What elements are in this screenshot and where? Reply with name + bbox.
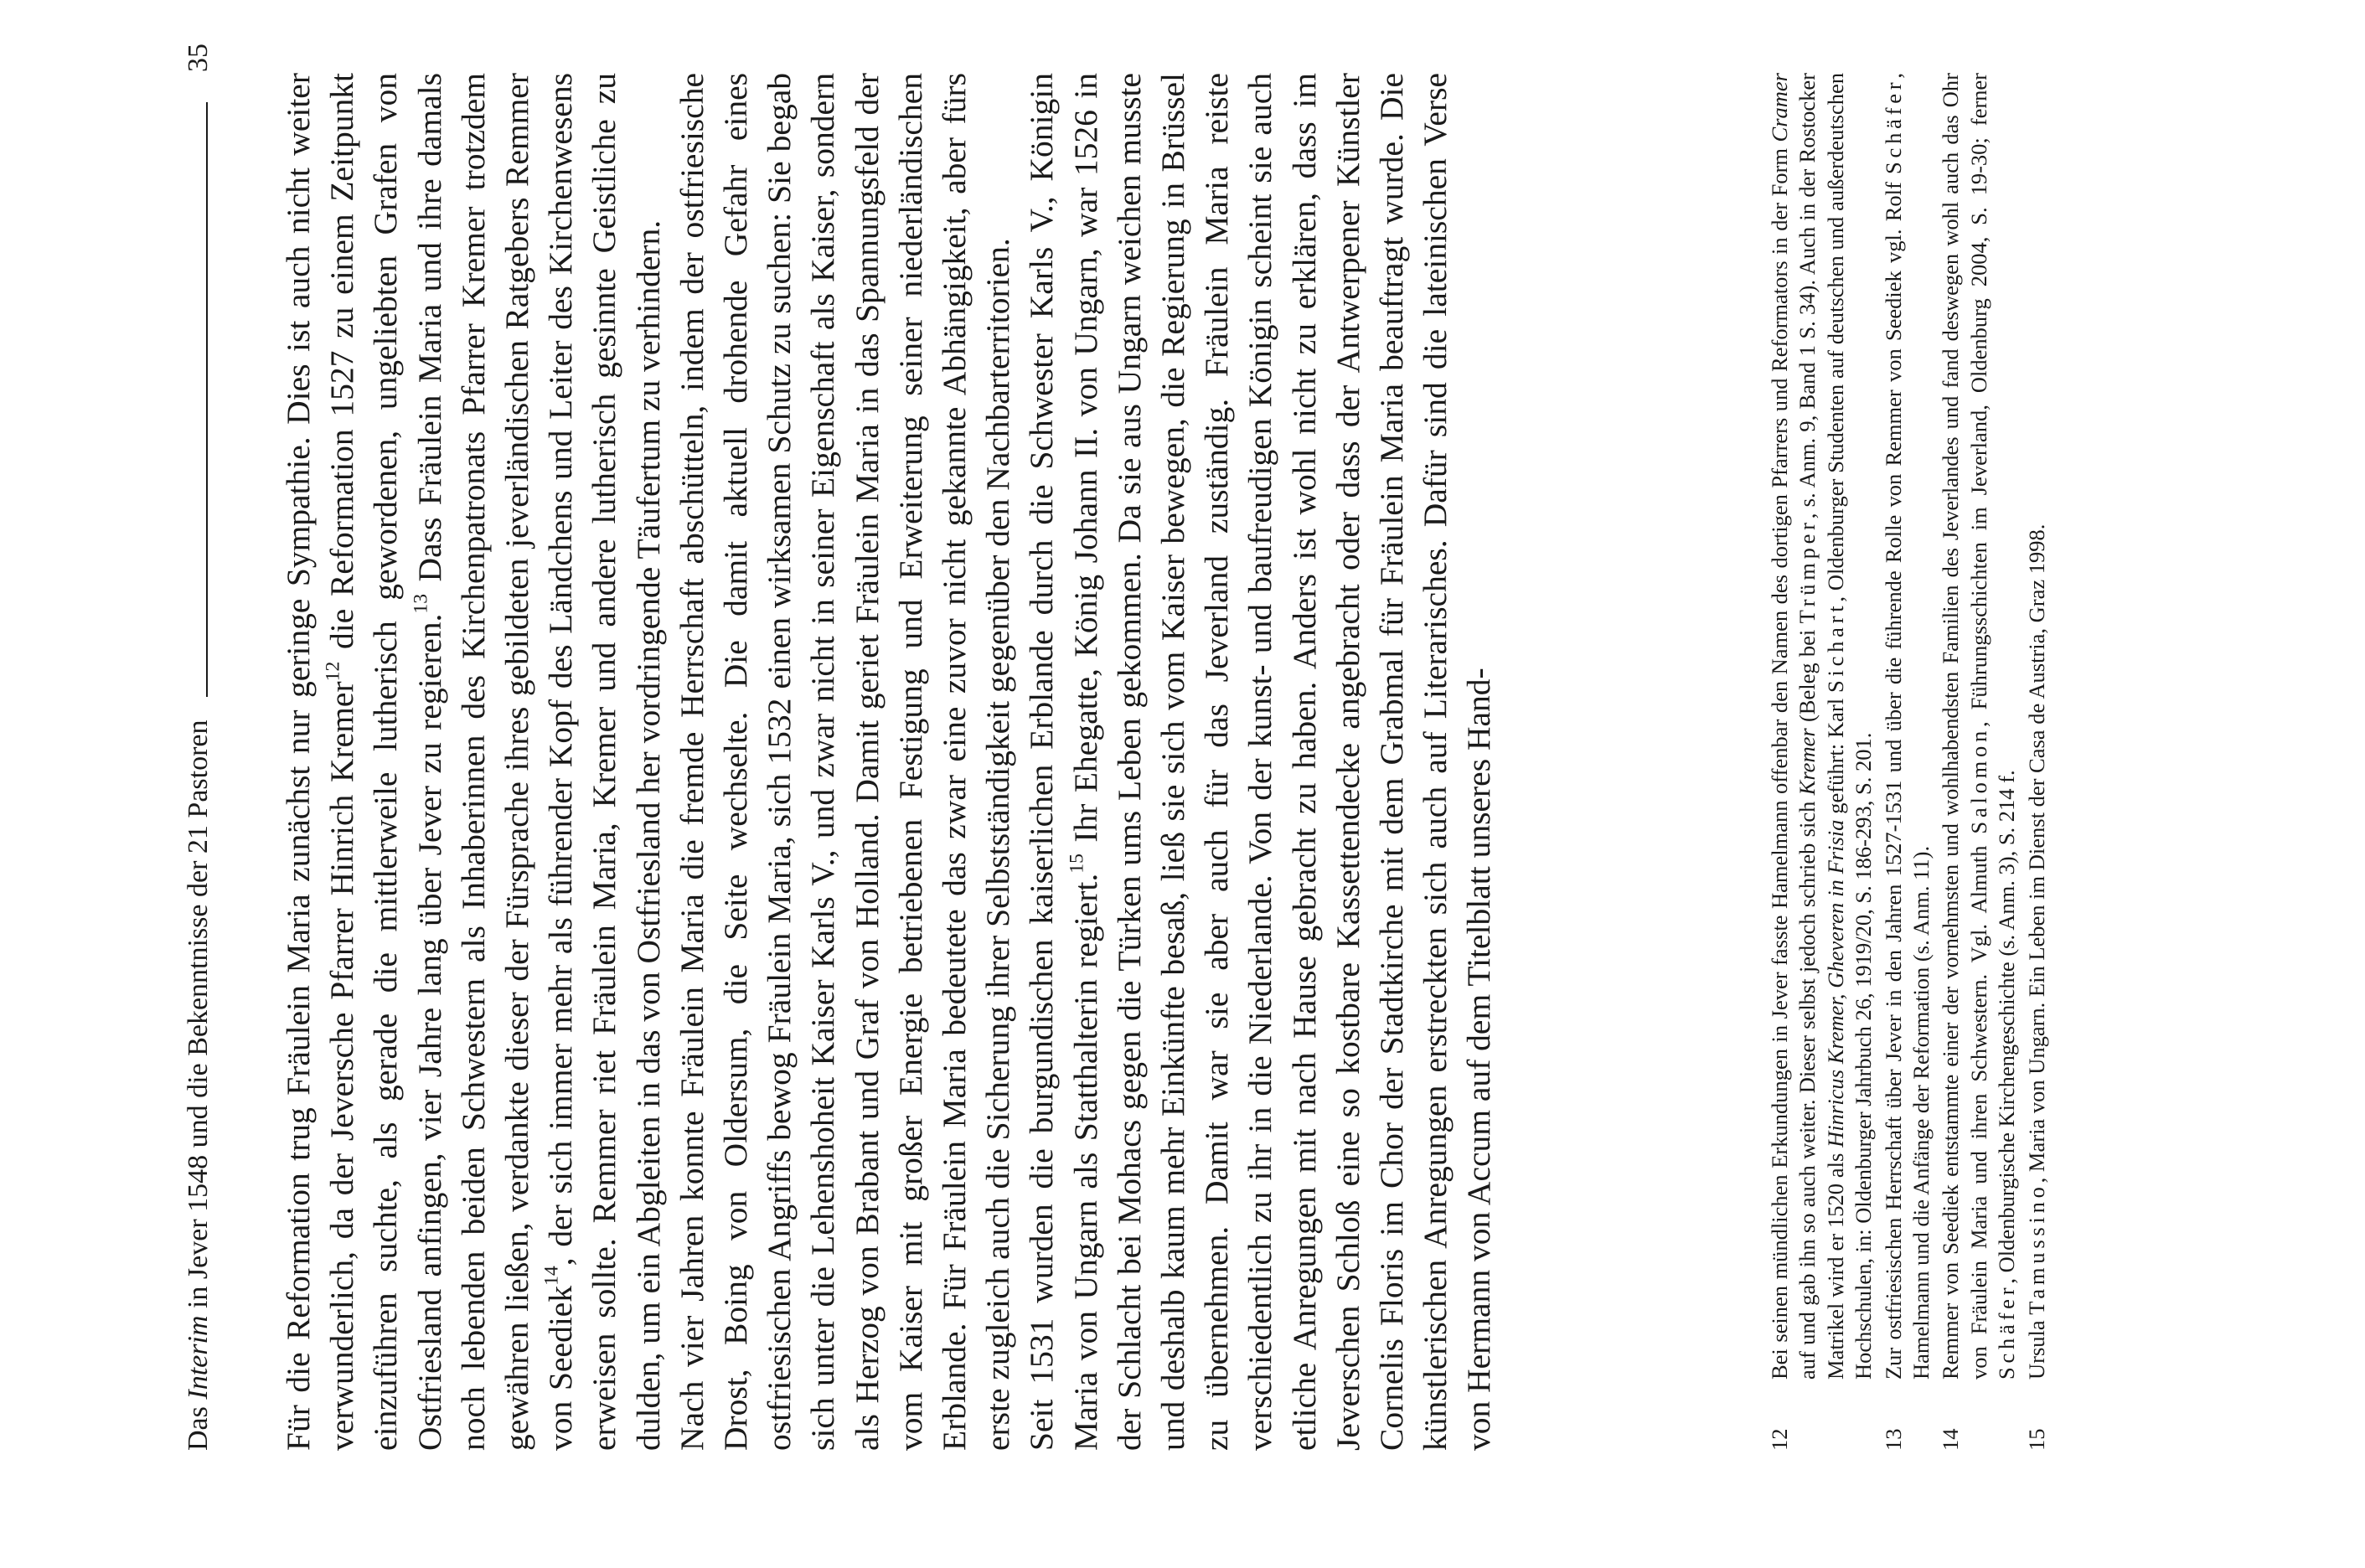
running-title: Das Interim in Jever 1548 und die Bekenntnisse der 21 Pastoren: [183, 720, 214, 1451]
footnote-13: 13 Zur ostfriesischen Herrschaft über Jever in den Jahren 1527-1531 und über die führende Rolle von Remmer von Seediek vgl. Rolf Schäfer, Hamelmann und die Anfänge der Reformation (s. Anm. 11).: [1880, 73, 1934, 1451]
running-header: [183, 44, 225, 1451]
paragraph-1: Für die Reformation trug Fräulein Maria zunächst nur geringe Sympathie. Dies ist auch nicht weiter verwunderlich, da der Jeversche Pfarrer Hinrich Kremer$^{12}$ die Reformation 1527 zu einem Zeitpunkt einzuführen suchte, als gerade die mittlerweile lutherisch gewordenen, ungeliebten Grafen von Ostfriesland anfingen, vier Jahre lang über Jever zu regieren.$^{13}$ Dass Fräulein Maria und ihre damals noch lebenden beiden Schwestern als Inhaberinnen des Kirchenpatronats Pfarrer Kremer trotzdem gewähren ließen, verdankte dieser der Fürsprache ihres gebildeten jeverländischen Ratgebers Remmer von Seediek$^{14}$, der sich immer mehr als führender Kopf des Ländchens und Leiter des Kirchenwesens erweisen sollte. Remmer riet Fräulein Maria, Kremer und andere lutherisch gesinnte Geistliche zu dulden, um ein Abgleiten in das von Ostfriesland her vordringende Täufertum zu verhindern.: [280, 72, 667, 1451]
footnote-number: 14: [1938, 1428, 1964, 1451]
paragraph-3: Seit 1531 wurden die burgundischen kaiserlichen Erblande durch die Schwester Karls V., Königin Maria von Ungarn als Statthalterin regiert.$^{15}$ Ihr Ehegatte, König Johann II. von Ungarn, war 1526 in der Schlacht bei Mohacs gegen die Türken ums Leben gekommen. Da sie aus Ungarn weichen musste und deshalb kaum mehr Einkünfte besaß, ließ sie sich vom Kaiser bewegen, die Regierung in Brüssel zu übernehmen. Damit war sie aber auch für das Jeverland zuständig. Fräulein Maria reiste verschiedentlich zu ihr in die Niederlande. Von der kunst- und baufreudigen Königin scheint sie auch etliche Anregungen mit nach Hause gebracht zu haben. Anders ist wohl nicht zu erklären, dass im Jeverschen Schloß eine so kostbare Kassettendecke angebracht oder dass der Antwerpener Künstler Cornelis Floris im Chor der Stadtkirche mit dem Grabmal für Fräulein Maria beauftragt wurde. Die künstlerischen Anregungen erstreckten sich auch auf Literarisches. Dafür sind die lateinischen Verse von Hermann von Accum auf dem Titelblatt unseres Hand-: [1023, 72, 1498, 1451]
title-emphasis: Interim: [183, 1315, 214, 1400]
page-number: 35: [183, 44, 214, 72]
footnote-ref-14[interactable]: 14: [540, 1266, 563, 1286]
footnote-number: 12: [1767, 1428, 1792, 1451]
footnote-14: 14 Remmer von Seediek entstammte einer der vornehmsten und wohlhabendsten Familien des Jeverlandes und fand deswegen wohl auch das Ohr von Fräulein Maria und ihren Schwestern. Vgl. Almuth Salomon, Führungsschichten im Jeverland, Oldenburg 2004, S. 19-30; ferner Schäfer, Oldenburgische Kirchengeschichte (s. Anm. 3), S. 214 f.: [1938, 73, 2020, 1451]
footnote-number: 15: [2023, 1428, 2049, 1451]
footnote-ref-15[interactable]: 15: [1066, 854, 1088, 874]
header-rule: [206, 102, 208, 697]
footnote-ref-13[interactable]: 13: [410, 593, 432, 614]
footnote-ref-12[interactable]: 12: [322, 661, 344, 682]
paragraph-2: Nach vier Jahren konnte Fräulein Maria die fremde Herrschaft abschütteln, indem der ostfriesische Drost, Boing von Oldersum, die Seite wechselte. Die damit aktuell drohende Gefahr eines ostfriesischen Angriffs bewog Fräulein Maria, sich 1532 einen wirksamen Schutz zu suchen: Sie begab sich unter die Lehenshoheit Kaiser Karls V., und zwar nicht in seiner Eigenschaft als Kaiser, sondern als Herzog von Brabant und Graf von Holland. Damit geriet Fräulein Maria in das Spannungsfeld der vom Kaiser mit großer Energie betriebenen Festigung und Erweiterung seiner niederländischen Erblande. Für Fräulein Maria bedeutete das zwar eine zuvor nicht gekannte Abhängigkeit, aber fürs erste zugleich auch die Sicherung ihrer Selbstständigkeit gegenüber den Nachbarterritorien.: [673, 73, 1017, 1451]
footnotes: [1766, 73, 2053, 1451]
footnote-12: 12 Bei seinen mündlichen Erkundungen in Jever fasste Hamelmann offenbar den Namen des dortigen Pfarrers und Reformators in der Form Cramer auf und gab ihn so auch weiter. Dieser selbst jedoch schrieb sich Kremer (Beleg bei Trümper, s. Anm. 9, Band 1 S. 34). Auch in der Rostocker Matrikel wird er 1520 als Hinricus Kremer, Gheveren in Frisia geführt: Karl Sichart, Oldenburger Studenten auf deutschen und außerdeutschen Hochschulen, in: Oldenburger Jahrbuch 26, 1919/20, S. 186-293, S. 201.: [1767, 72, 1877, 1451]
footnote-15: 15 Ursula Tamussino, Maria von Ungarn. Ein Leben im Dienst der Casa de Austria, Graz 1998.: [2023, 73, 2051, 1451]
footnote-number: 13: [1880, 1428, 1906, 1451]
main-text: [276, 73, 1501, 1451]
